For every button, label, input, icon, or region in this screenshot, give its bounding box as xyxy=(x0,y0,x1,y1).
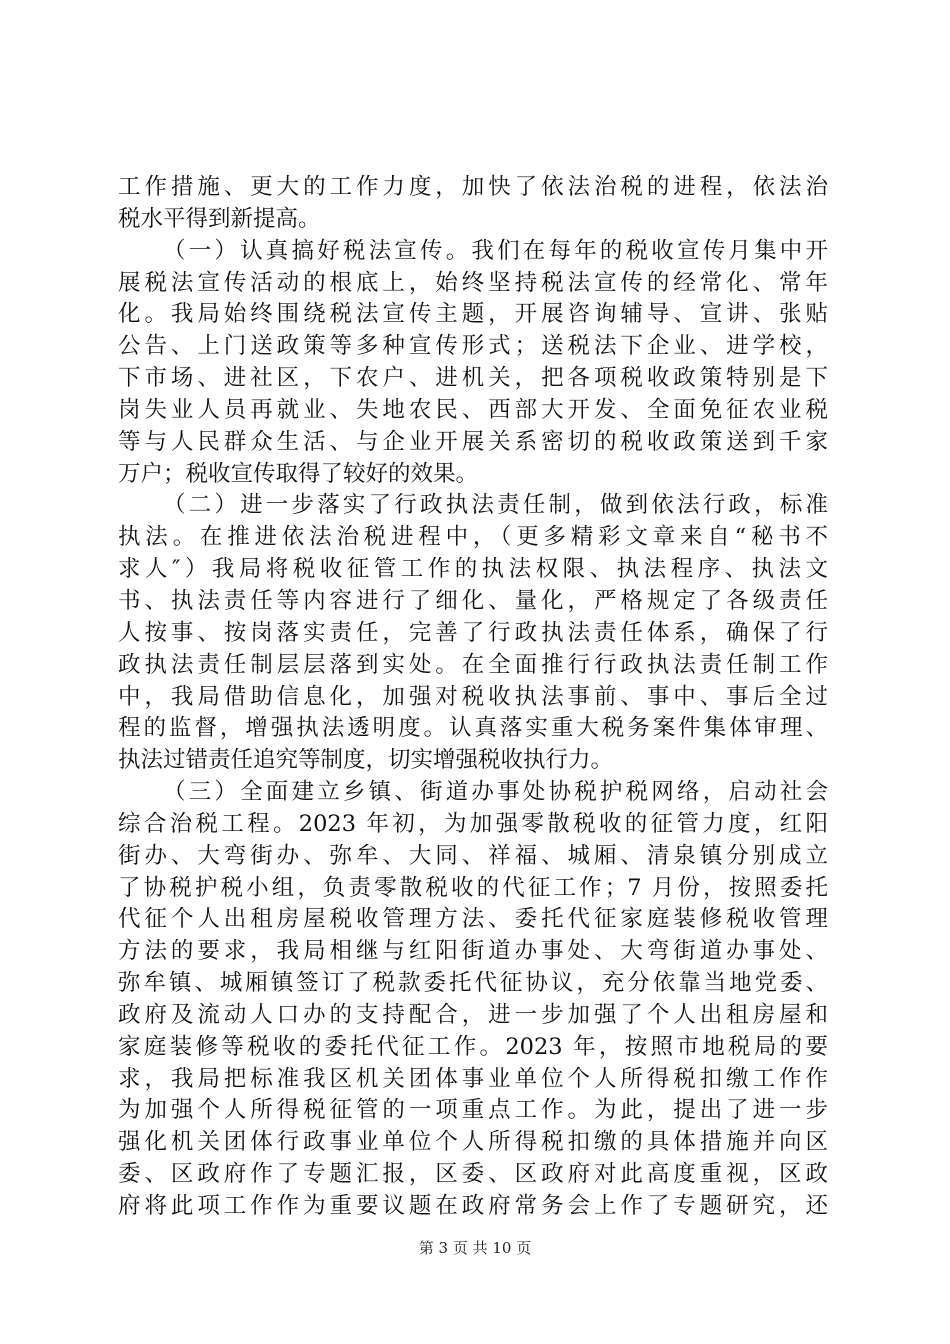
text-line: 强化机关团体行政事业单位个人所得税扣缴的具体措施并向区 xyxy=(118,1129,828,1156)
document-body xyxy=(118,172,828,1223)
text-line: 人按事、按岗落实责任，完善了行政执法责任体系，确保了行 xyxy=(118,619,828,646)
text-line: 中，我局借助信息化，加强对税收执法事前、事中、事后全过 xyxy=(118,683,828,710)
text-line: 求，我局把标准我区机关团体事业单位个人所得税扣缴工作作 xyxy=(118,1065,828,1092)
text-line: 委、区政府作了专题汇报，区委、区政府对此高度重视，区政 xyxy=(118,1161,828,1188)
text-line: 执法。在推进依法治税进程中，（更多精彩文章来自“秘书不 xyxy=(118,524,828,551)
paragraph-start-line: （二）进一步落实了行政执法责任制，做到依法行政，标准 xyxy=(163,492,828,519)
text-line: 下市场、进社区，下农户、进机关，把各项税收政策特别是下 xyxy=(118,365,828,392)
text-line: 万户；税收宣传取得了较好的效果。 xyxy=(118,460,479,487)
text-line: 弥牟镇、城厢镇签订了税款委托代征协议，充分依靠当地党委、 xyxy=(118,970,828,997)
text-line: 为加强个人所得税征管的一项重点工作。为此，提出了进一步 xyxy=(118,1097,828,1124)
text-line: 岗失业人员再就业、失地农民、西部大开发、全面免征农业税 xyxy=(118,396,828,423)
text-line: 公告、上门送政策等多种宣传形式；送税法下企业、进学校， xyxy=(118,333,828,360)
text-line: 了协税护税小组，负责零散税收的代征工作；7 月份，按照委托 xyxy=(118,874,828,901)
text-line: 家庭装修等税收的委托代征工作。2023 年，按照市地税局的要 xyxy=(118,1033,828,1060)
text-line: 代征个人出租房屋税收管理方法、委托代征家庭装修税收管理 xyxy=(118,906,828,933)
text-line: 税水平得到新提高。 xyxy=(118,205,321,232)
text-line: 方法的要求，我局相继与红阳街道办事处、大弯街道办事处、 xyxy=(118,938,828,965)
paragraph-start-line: （三）全面建立乡镇、街道办事处协税护税网络，启动社会 xyxy=(163,779,828,806)
paragraph-start-line: （一）认真搞好税法宣传。我们在每年的税收宣传月集中开 xyxy=(163,237,828,264)
text-line: 展税法宣传活动的根底上，始终坚持税法宣传的经常化、常年 xyxy=(118,269,828,296)
text-line: 执法过错责任追究等制度，切实增强税收执行力。 xyxy=(118,747,614,774)
text-line: 府将此项工作作为重要议题在政府常务会上作了专题研究，还 xyxy=(118,1193,828,1219)
text-line: 综合治税工程。2023 年初，为加强零散税收的征管力度，红阳 xyxy=(118,810,828,837)
text-line: 政府及流动人口办的支持配合，进一步加强了个人出租房屋和 xyxy=(118,1001,828,1028)
text-line: 工作措施、更大的工作力度，加快了依法治税的进程，依法治 xyxy=(118,174,828,200)
text-line: 政执法责任制层层落到实处。在全面推行行政执法责任制工作 xyxy=(118,651,828,678)
text-line: 街办、大弯街办、弥牟、大同、祥福、城厢、清泉镇分别成立 xyxy=(118,842,828,869)
text-line: 书、执法责任等内容进行了细化、量化，严格规定了各级责任 xyxy=(118,587,828,614)
text-line: 程的监督，增强执法透明度。认真落实重大税务案件集体审理、 xyxy=(118,715,828,742)
text-line: 求人″）我局将税收征管工作的执法权限、执法程序、执法文 xyxy=(118,556,828,583)
text-line: 等与人民群众生活、与企业开展关系密切的税收政策送到千家 xyxy=(118,428,828,455)
text-line: 化。我局始终围绕税法宣传主题，开展咨询辅导、宣讲、张贴 xyxy=(118,301,828,328)
page-number-footer: 第 3 页 共 10 页 xyxy=(418,1239,532,1257)
